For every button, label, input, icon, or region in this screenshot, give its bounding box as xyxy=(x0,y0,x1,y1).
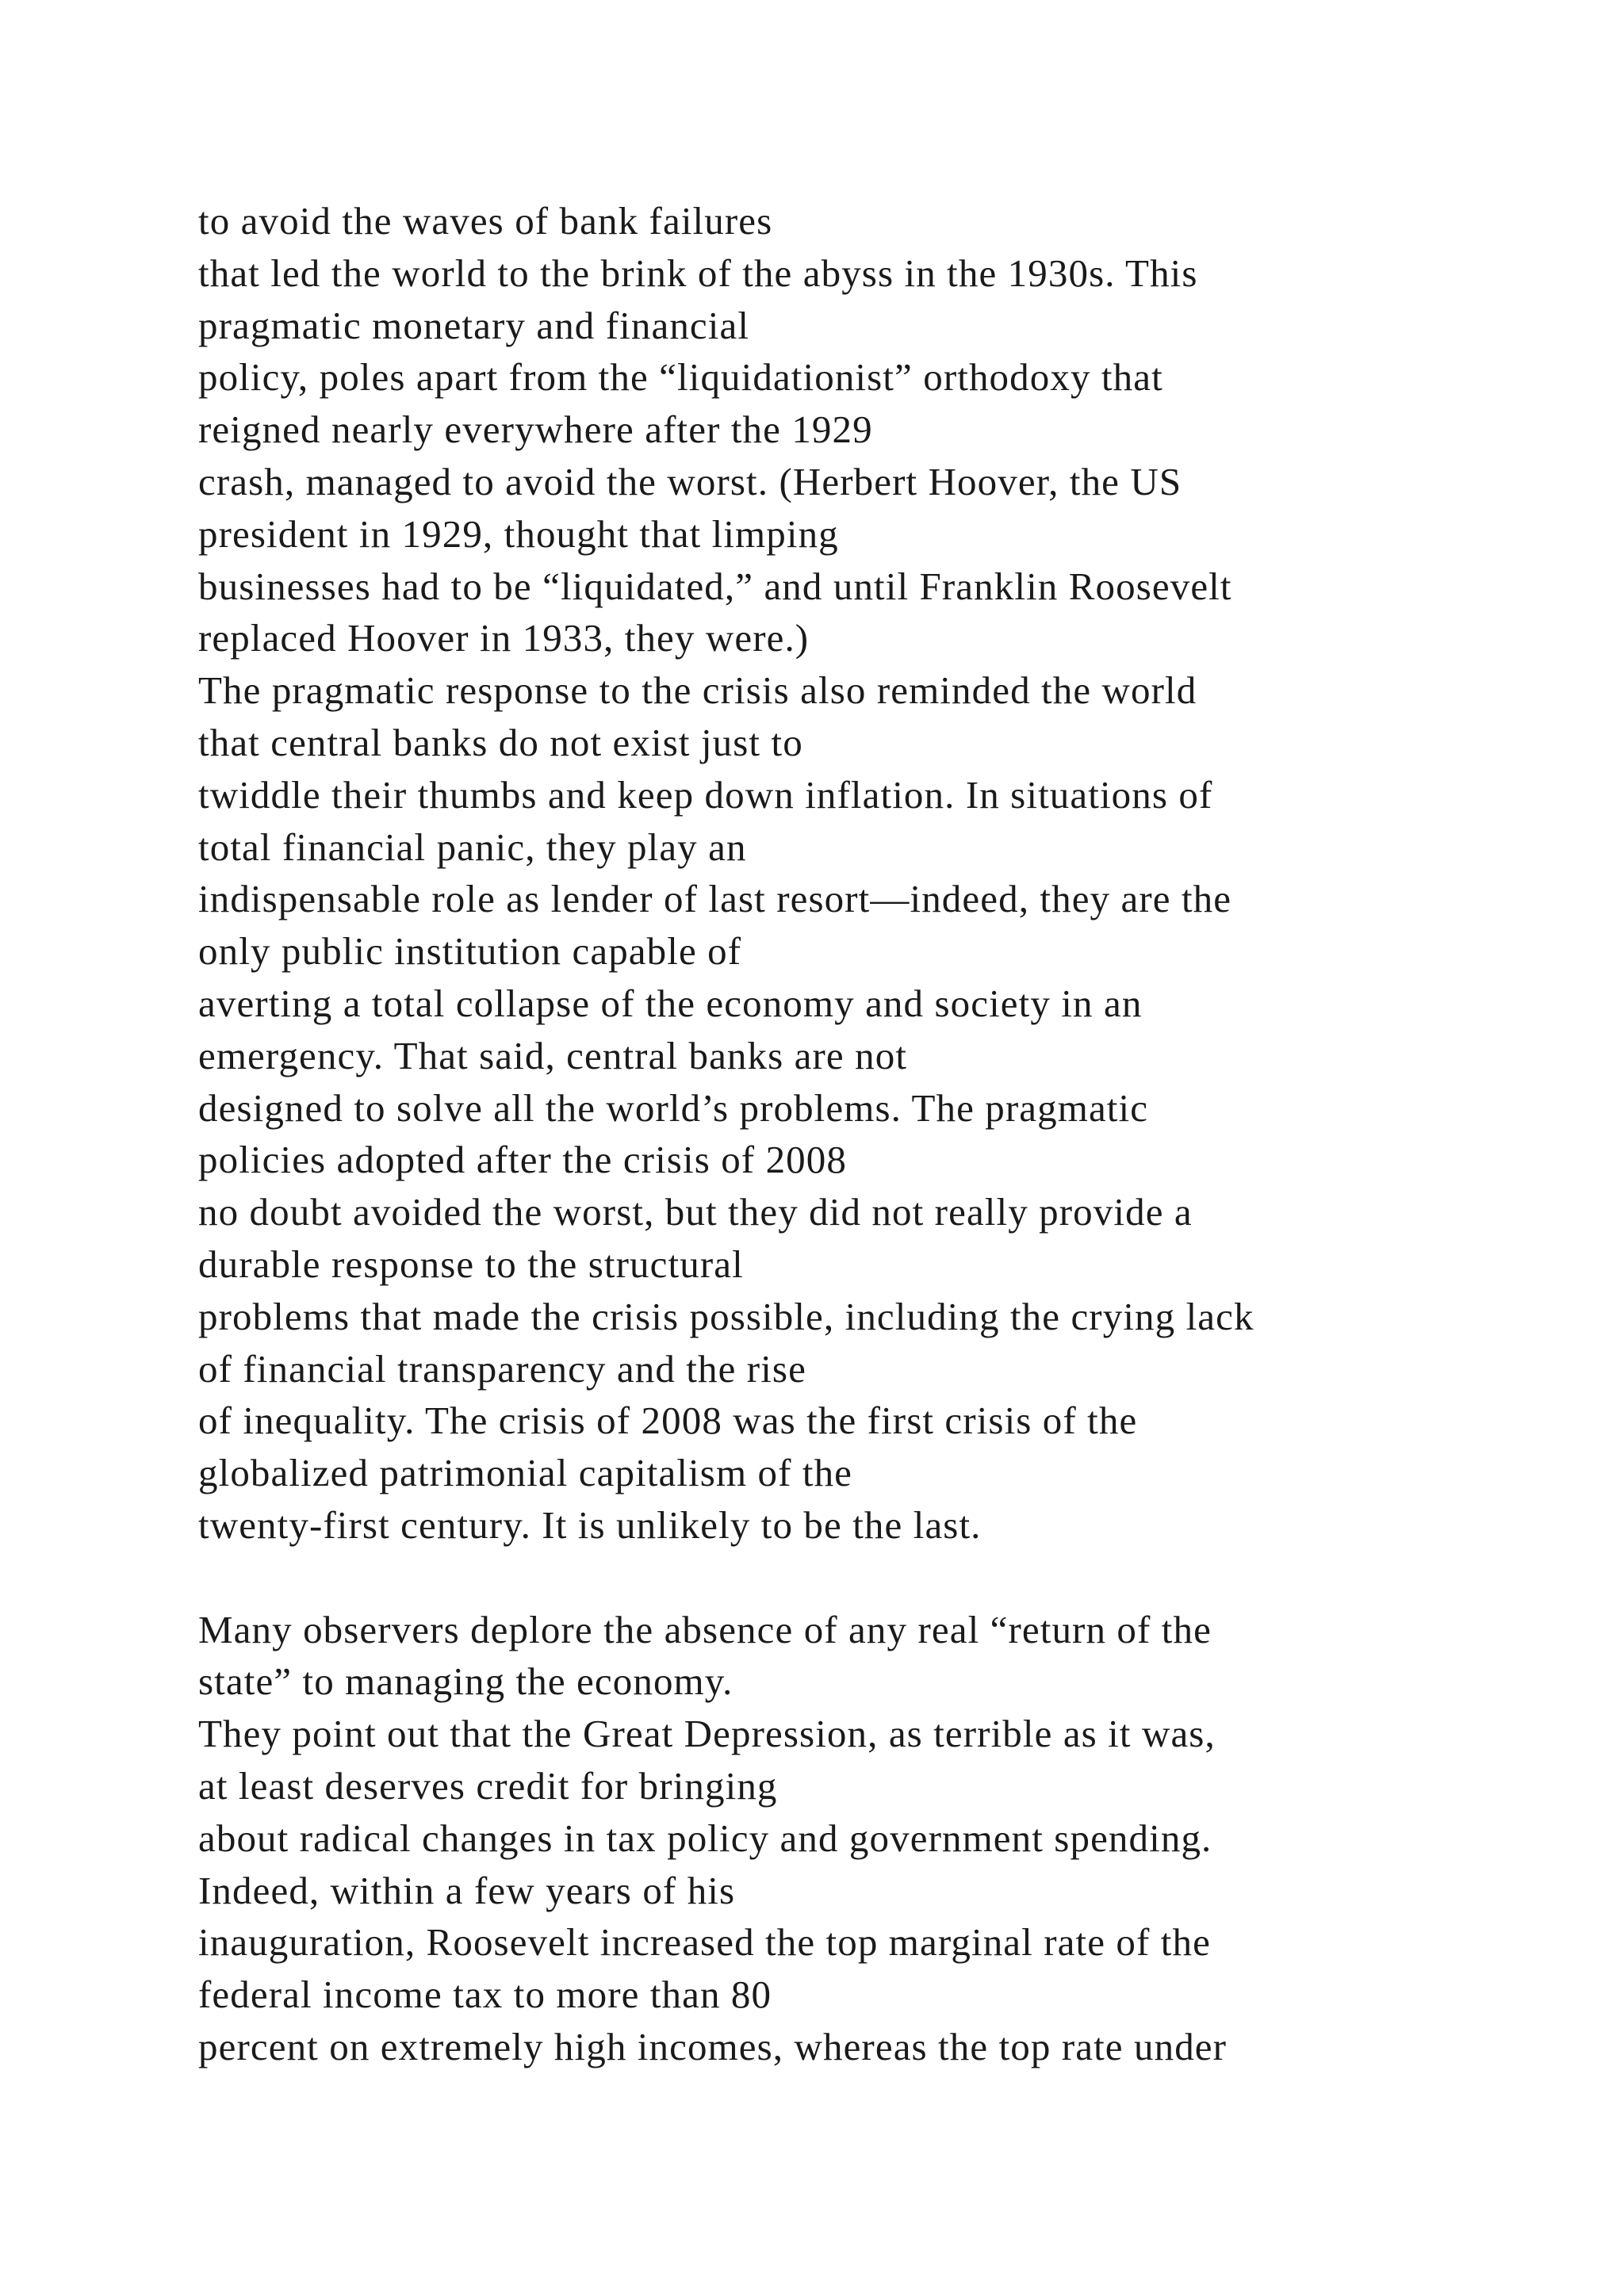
text-line: emergency. That said, central banks are not xyxy=(198,1033,908,1077)
text-line: businesses had to be “liquidated,” and until Franklin Roosevelt xyxy=(198,564,1232,608)
text-line: at least deserves credit for bringing xyxy=(198,1763,778,1808)
text-line: durable response to the structural xyxy=(198,1242,744,1286)
text-line: The pragmatic response to the crisis also reminded the world xyxy=(198,668,1197,713)
text-line: indispensable role as lender of last resort—indeed, they are the xyxy=(198,877,1232,921)
text-line: to avoid the waves of bank failures xyxy=(198,199,773,243)
text-line: that central banks do not exist just to xyxy=(198,720,803,764)
text-line: policies adopted after the crisis of 2008 xyxy=(198,1138,847,1182)
text-line: twiddle their thumbs and keep down inflation. In situations of xyxy=(198,772,1213,817)
text-line: that led the world to the brink of the abyss in the 1930s. This xyxy=(198,251,1198,295)
text-line: globalized patrimonial capitalism of the xyxy=(198,1451,853,1495)
text-line: of inequality. The crisis of 2008 was the first crisis of the xyxy=(198,1399,1138,1443)
text-line: Indeed, within a few years of his xyxy=(198,1868,736,1912)
text-line: total financial panic, they play an xyxy=(198,825,747,869)
paragraph-break xyxy=(198,1552,1594,1604)
text-line: designed to solve all the world’s problems. The pragmatic xyxy=(198,1085,1149,1130)
text-line: president in 1929, thought that limping xyxy=(198,511,839,556)
text-line: inauguration, Roosevelt increased the top marginal rate of the xyxy=(198,1920,1211,1965)
text-line: about radical changes in tax policy and government spending. xyxy=(198,1816,1212,1860)
text-line: of financial transparency and the rise xyxy=(198,1346,806,1391)
text-line: averting a total collapse of the economy and society in an xyxy=(198,981,1143,1025)
text-line: federal income tax to more than 80 xyxy=(198,1973,772,2017)
text-line: pragmatic monetary and financial xyxy=(198,303,750,347)
text-line: reigned nearly everywhere after the 1929 xyxy=(198,408,873,452)
text-line: crash, managed to avoid the worst. (Herbert Hoover, the US xyxy=(198,459,1182,503)
text-line: only public institution capable of xyxy=(198,929,742,974)
text-line: state” to managing the economy. xyxy=(198,1659,733,1704)
text-line: problems that made the crisis possible, including the crying lack xyxy=(198,1294,1254,1338)
text-line: Many observers deplore the absence of any real “return of the xyxy=(198,1607,1212,1651)
text-line: percent on extremely high incomes, whereas the top rate under xyxy=(198,2024,1228,2068)
body-text xyxy=(198,195,1594,2073)
text-line: no doubt avoided the worst, but they did not really provide a xyxy=(198,1190,1193,1234)
text-line: replaced Hoover in 1933, they were.) xyxy=(198,616,810,660)
text-line: policy, poles apart from the “liquidationist” orthodoxy that xyxy=(198,355,1163,400)
text-line: twenty-first century. It is unlikely to be the last. xyxy=(198,1502,982,1547)
text-line: They point out that the Great Depression, as terrible as it was, xyxy=(198,1712,1216,1756)
